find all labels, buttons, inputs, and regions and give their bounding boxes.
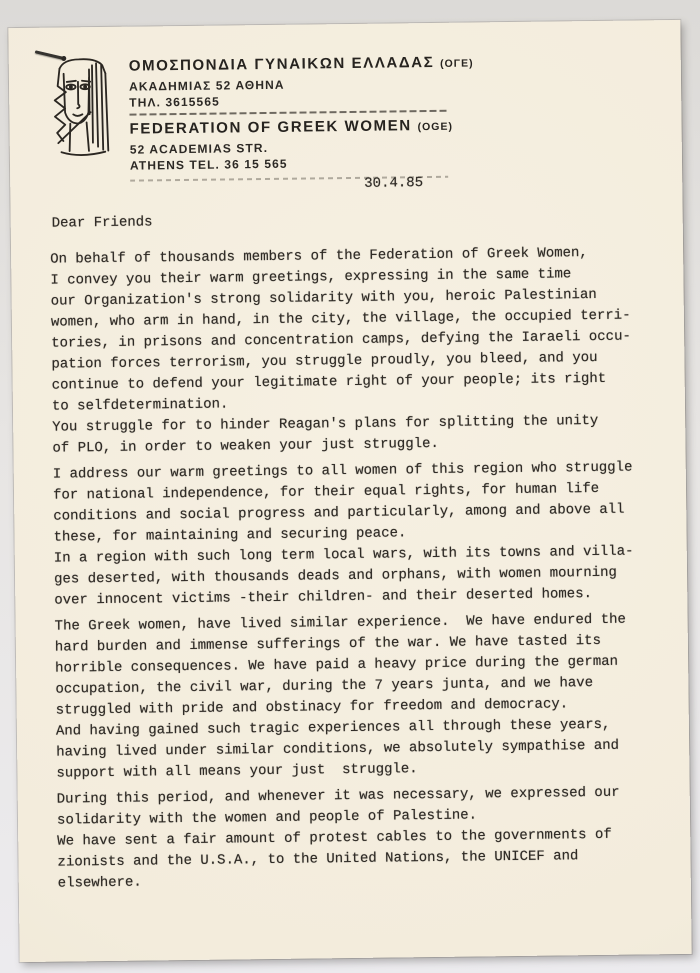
salutation: Dear Friends bbox=[51, 214, 153, 232]
org-abbr-english: (OGE) bbox=[417, 120, 453, 134]
org-address-greek: ΑΚΑΔΗΜΙΑΣ 52 ΑΘΗΝΑ bbox=[128, 77, 285, 94]
org-name-greek-text: ΟΜΟΣΠΟΝΔΙΑ ΓΥΝΑΙΚΩΝ ΕΛΛΑΔΑΣ bbox=[128, 53, 435, 75]
org-phone-english: ATHENS TEL. 36 15 565 bbox=[129, 156, 288, 173]
letterhead bbox=[128, 53, 474, 187]
letter-paragraph-4: During this period, and whenever it was necessary, we expressed our solidarity with the women and people of Palestine. We have sent a fair amount of protest cables to the governments of zionists and the U.S.A., to the United Nations, the UNICEF and elsewhere. bbox=[56, 784, 620, 892]
org-abbr-greek: (ΟΓΕ) bbox=[439, 57, 474, 70]
org-address-english: 52 ACADEMIAS STR. bbox=[129, 140, 269, 157]
letter-paragraph-3: The Greek women, have lived similar experience. We have endured the hard burden and immense sufferings of the war. We have tasted its horrible consequences. We have paid a heavy price during the german occupation, the civil war, during the 7 years junta, and we have struggled with pride and obstinacy for freedom and democracy. And having gained such tragic experiences all through these years, having lived under similar conditions, we absolutely sympathise and support with all means your just struggle. bbox=[54, 611, 626, 782]
letter-paragraph-1: On behalf of thousands members of the Federation of Greek Women, I convey you their warm greetings, expressing in the same time our Organization's strong solidarity with you, heroic Palestinian women, who arm in hand, in the city, the village, the occupied terri- tories, in prisons and concentration camps, defying the Iaraeli occu- pation forces terrorism, you struggle proudly, you bleed, and you continue to defend your legitimate right of your people; its right to selfdetermination. You struggle for to hinder Reagan's plans for splitting the unity of PLO, in order to weaken your just struggle. bbox=[50, 245, 631, 457]
letter-page bbox=[8, 20, 691, 962]
letter-paragraph-2: I address our warm greetings to all women of this region who struggle for national independence, for their equal rights, for human life conditions and social progress and particularly, among and above all these, for maintaining and securing peace. In a region with such long term local wars, with its towns and villa- ges deserted, with thousands deads and orphans, with women mourning over innocent victims -their children- and their deserted homes. bbox=[52, 459, 634, 609]
org-phone-greek: ΤΗΛ. 3615565 bbox=[129, 94, 220, 110]
org-name-english bbox=[129, 117, 464, 140]
org-name-greek bbox=[128, 53, 474, 77]
org-name-english-text: FEDERATION OF GREEK WOMEN bbox=[129, 117, 412, 138]
letter-body bbox=[50, 242, 664, 899]
letter-date: 30.4.85 bbox=[364, 175, 424, 192]
letterhead-divider bbox=[129, 110, 447, 116]
federation-logo-woman-face-icon bbox=[45, 53, 116, 168]
